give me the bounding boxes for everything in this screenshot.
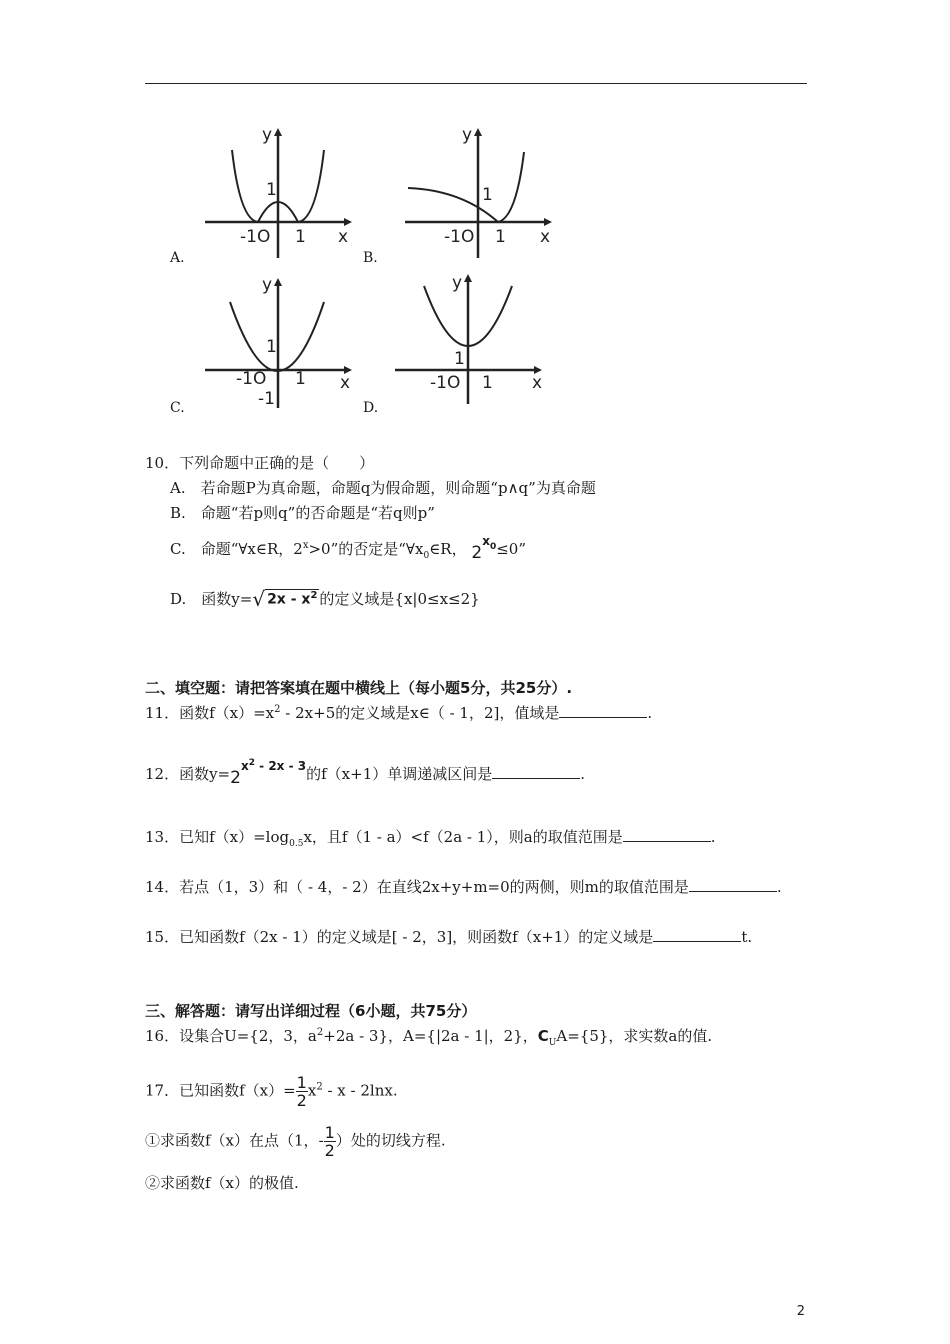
q10-option-d: D. 函数y=√ $2x - x^2$ 的定义域是{x|0≤x≤2}	[170, 587, 480, 611]
one-x-label: 1	[295, 369, 306, 389]
one-x-label: 1	[482, 373, 493, 393]
y-label: y	[452, 273, 463, 293]
one-y-label: 1	[454, 349, 465, 369]
q13: 13．已知$f(x)=\log_{0.5}x$，且f（1 - a）<f（2a - 1），则a的取值范围是 .	[145, 828, 716, 849]
graph-d	[390, 266, 550, 406]
origin-label: -1O	[236, 369, 267, 389]
fraction-half: $\frac{1}{2}$	[296, 1073, 307, 1110]
q14: 14．若点（1，3）和（ - 4，- 2）在直线2x+y+m=0的两侧，则m的取值范围是 .	[145, 878, 782, 896]
q17-part-2: ②求函数f（x）的极值.	[145, 1174, 299, 1192]
q15: 15．已知函数f（2x - 1）的定义域是[ - 2，3]，则函数f（x+1）的定义域是 t.	[145, 928, 753, 946]
x-label: x	[532, 373, 543, 393]
one-y-label: 1	[482, 185, 493, 205]
neg-one-y-label: -1	[258, 389, 275, 409]
graph-c-label: C.	[170, 400, 185, 416]
graph-a-label: A.	[170, 250, 185, 266]
one-x-label: 1	[295, 227, 306, 247]
page-number: 2	[796, 1304, 805, 1319]
section-2-heading: 二、填空题：请把答案填在题中横线上（每小题5分，共25分）.	[145, 679, 573, 697]
one-x-label: 1	[495, 227, 506, 247]
answer-blank[interactable]	[623, 827, 711, 842]
graph-a	[200, 120, 360, 260]
q10-option-c: C. 命题“∀x∈R，$2^x>0$”的否定是“$\forall x_0\in R$， $2^{x0}\le 0$”	[170, 534, 526, 563]
y-label: y	[462, 125, 473, 145]
y-label: y	[262, 125, 273, 145]
x-label: x	[540, 227, 551, 247]
one-y-label: 1	[266, 337, 277, 357]
fraction-half: $\frac{1}{2}$	[324, 1123, 335, 1160]
graph-c	[200, 270, 360, 410]
q17-stem: 17．已知函数f（x）= $\frac{1}{2}$ $x^2$ - x - 2lnx.	[145, 1073, 398, 1110]
q10-option-a: A. 若命题P为真命题，命题q为假命题，则命题“p∧q”为真命题	[170, 479, 596, 497]
x-label: x	[338, 227, 349, 247]
section-3-heading: 三、解答题：请写出详细过程（6小题，共75分）	[145, 1002, 477, 1020]
q10-option-b: B. 命题“若p则q”的否命题是“若q则p”	[170, 504, 435, 522]
origin-label: -1O	[430, 373, 461, 393]
header-rule	[145, 83, 807, 84]
graph-b	[400, 120, 560, 260]
answer-blank[interactable]	[689, 877, 777, 892]
graph-b-label: B.	[363, 250, 378, 266]
y-label: y	[262, 275, 273, 295]
answer-blank[interactable]	[559, 703, 647, 718]
q16: 16．设集合U={2，3，$a^2+2a - 3$}，A={|2a - 1|，2}，$C_UA=\{5\}$，求实数a的值.	[145, 1027, 713, 1048]
answer-blank[interactable]	[653, 927, 741, 942]
one-y-label: 1	[266, 180, 277, 200]
x-label: x	[340, 373, 351, 393]
origin-label: -1O	[444, 227, 475, 247]
origin-label: -1O	[240, 227, 271, 247]
graph-d-label: D.	[363, 400, 379, 416]
q10-stem: 10．下列命题中正确的是（ ）	[145, 454, 375, 472]
q17-part-1: ①求函数f（x）在点（1，- $\frac{1}{2}$ ）处的切线方程.	[145, 1123, 446, 1160]
answer-blank[interactable]	[492, 764, 580, 779]
q11: 11．函数$f(x)=x^2 - 2x+5$的定义域是x∈（ - 1，2]，值域是 .	[145, 704, 653, 722]
q12: 12．函数$y=2^{x2}$ $^{- 2x - 3}$的f（x+1）单调递减区间是 .	[145, 758, 586, 788]
